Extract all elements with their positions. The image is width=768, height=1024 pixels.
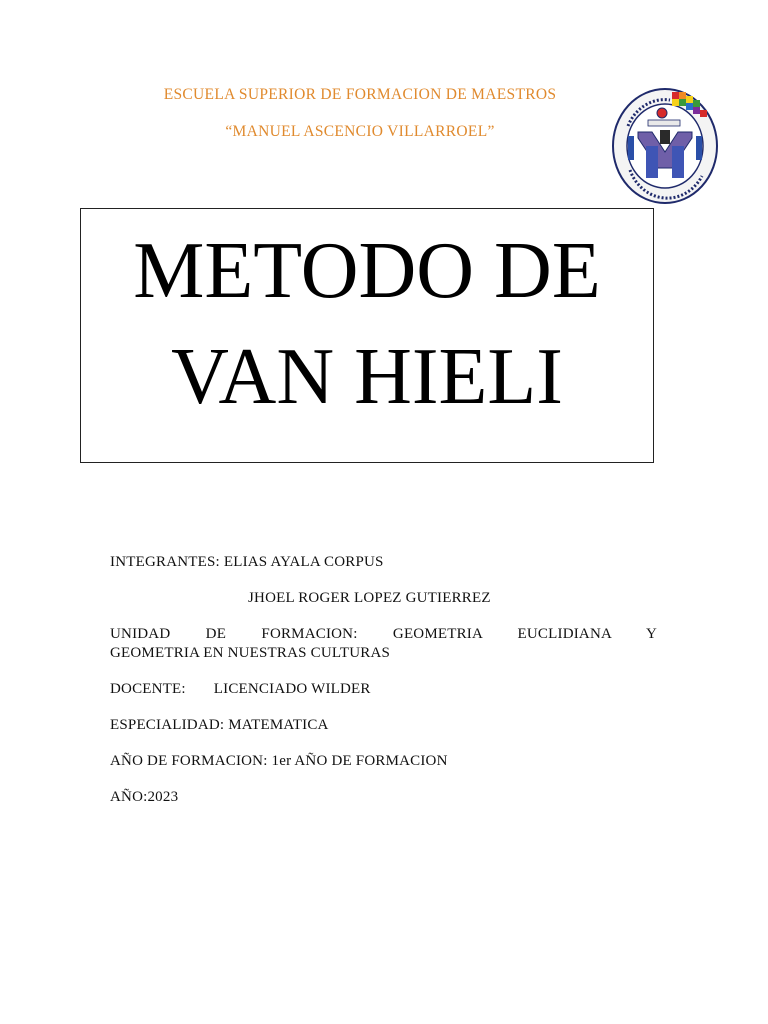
title-line-2: VAN HIELI — [171, 333, 563, 421]
unidad-formacion-line-2: GEOMETRIA EN NUESTRAS CULTURAS — [110, 645, 391, 661]
docente-value: LICENCIADO WILDER — [213, 681, 371, 697]
unidad-formacion-line-1: UNIDAD DE FORMACION: GEOMETRIA EUCLIDIANA Y — [110, 626, 657, 642]
title-line-1: METODO DE — [133, 227, 601, 315]
integrantes-label: INTEGRANTES: — [110, 554, 220, 570]
docente-row — [110, 681, 657, 698]
anio-formacion-row: AÑO DE FORMACION: 1er AÑO DE FORMACION — [110, 753, 448, 769]
member-2: JHOEL ROGER LOPEZ GUTIERREZ — [248, 590, 491, 606]
school-subtitle: “MANUEL ASCENCIO VILLARROEL” — [225, 123, 495, 140]
school-name: ESCUELA SUPERIOR DE FORMACION DE MAESTROS — [163, 86, 557, 103]
docente-label: DOCENTE: — [110, 681, 186, 697]
member-1: ELIAS AYALA CORPUS — [223, 554, 384, 570]
title-box — [80, 208, 654, 463]
anio-row: AÑO:2023 — [110, 789, 179, 805]
institution-seal-icon — [610, 86, 720, 206]
integrantes-row — [110, 554, 657, 571]
especialidad-row: ESPECIALIDAD: MATEMATICA — [110, 717, 329, 733]
